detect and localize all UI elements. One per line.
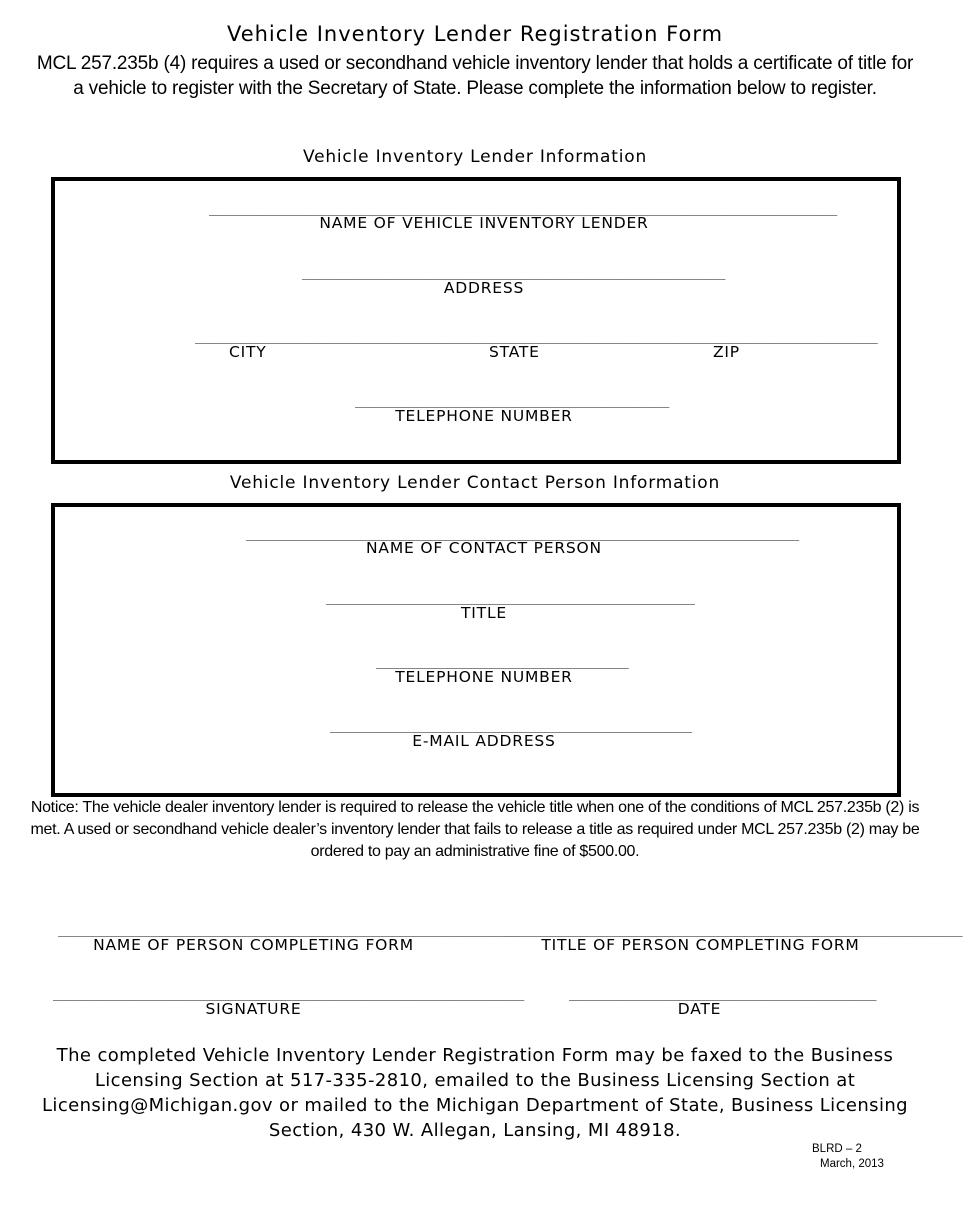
lender-name-label: NAME OF VEHICLE INVENTORY LENDER: [319, 214, 649, 232]
city-state-zip-field[interactable]: ____________________________________________________________________________________________________: [195, 330, 878, 344]
contact-section-heading: Vehicle Inventory Lender Contact Person Information: [229, 473, 721, 493]
completer-title-label: TITLE OF PERSON COMPLETING FORM: [541, 936, 860, 954]
contact-telephone-label: TELEPHONE NUMBER: [395, 668, 573, 686]
date-label: DATE: [677, 1000, 722, 1018]
address-label: ADDRESS: [443, 279, 525, 297]
contact-name-field[interactable]: _________________________________________________________________________________: [246, 527, 799, 541]
notice-text: Notice: The vehicle dealer inventory lender is required to release the vehicle title when one of the conditions of MCL 257.235b (2) is met. A used or secondhand vehicle dealer’s inventory lender that fails to release a title as required under MCL 257.235b (2) may be ordered to pay an administrative fine of $500.00.: [30, 799, 920, 860]
zip-label: ZIP: [713, 343, 740, 361]
lender-telephone-label: TELEPHONE NUMBER: [395, 407, 573, 425]
contact-title-field[interactable]: ______________________________________________________: [326, 591, 695, 605]
date-field[interactable]: _____________________________________________: [569, 987, 877, 1001]
form-intro: MCL 257.235b (4) requires a used or secondhand vehicle inventory lender that holds a certificate of title for a vehicle to register with the Secretary of State. Please complete the information below to register.: [36, 53, 914, 99]
state-label: STATE: [489, 343, 540, 361]
contact-email-label: E-MAIL ADDRESS: [412, 732, 556, 750]
address-field[interactable]: ______________________________________________________________: [302, 266, 726, 280]
form-date: March, 2013: [820, 1158, 884, 1170]
completer-name-label: NAME OF PERSON COMPLETING FORM: [93, 936, 414, 954]
contact-name-label: NAME OF CONTACT PERSON: [366, 539, 602, 557]
contact-title-label: TITLE: [461, 604, 507, 622]
signature-label: SIGNATURE: [205, 1000, 302, 1018]
completer-title-field[interactable]: ___________________________________________________________________: [505, 923, 963, 937]
signature-field[interactable]: _____________________________________________________________________: [53, 987, 524, 1001]
form-title: Vehicle Inventory Lender Registration Form: [226, 22, 724, 46]
completer-name-field[interactable]: ___________________________________________________________________: [58, 923, 516, 937]
lender-section-heading: Vehicle Inventory Lender Information: [302, 147, 648, 167]
contact-telephone-field[interactable]: _____________________________________: [376, 655, 629, 669]
contact-email-field[interactable]: _____________________________________________________: [330, 719, 692, 733]
lender-name-field[interactable]: ____________________________________________________________________________________________: [209, 202, 837, 216]
form-code: BLRD – 2: [812, 1143, 862, 1155]
city-label: CITY: [229, 343, 267, 361]
lender-telephone-field[interactable]: ______________________________________________: [355, 394, 669, 408]
submission-instructions: The completed Vehicle Inventory Lender Registration Form may be faxed to the Business Licensing Section at 517-335-2810, emailed to the Business Licensing Section at Licensing@Michigan.gov or mailed to the Michigan Department of State, Business Licensing Section, 430 W. Allegan, Lansing, MI 48918.: [42, 1045, 908, 1141]
